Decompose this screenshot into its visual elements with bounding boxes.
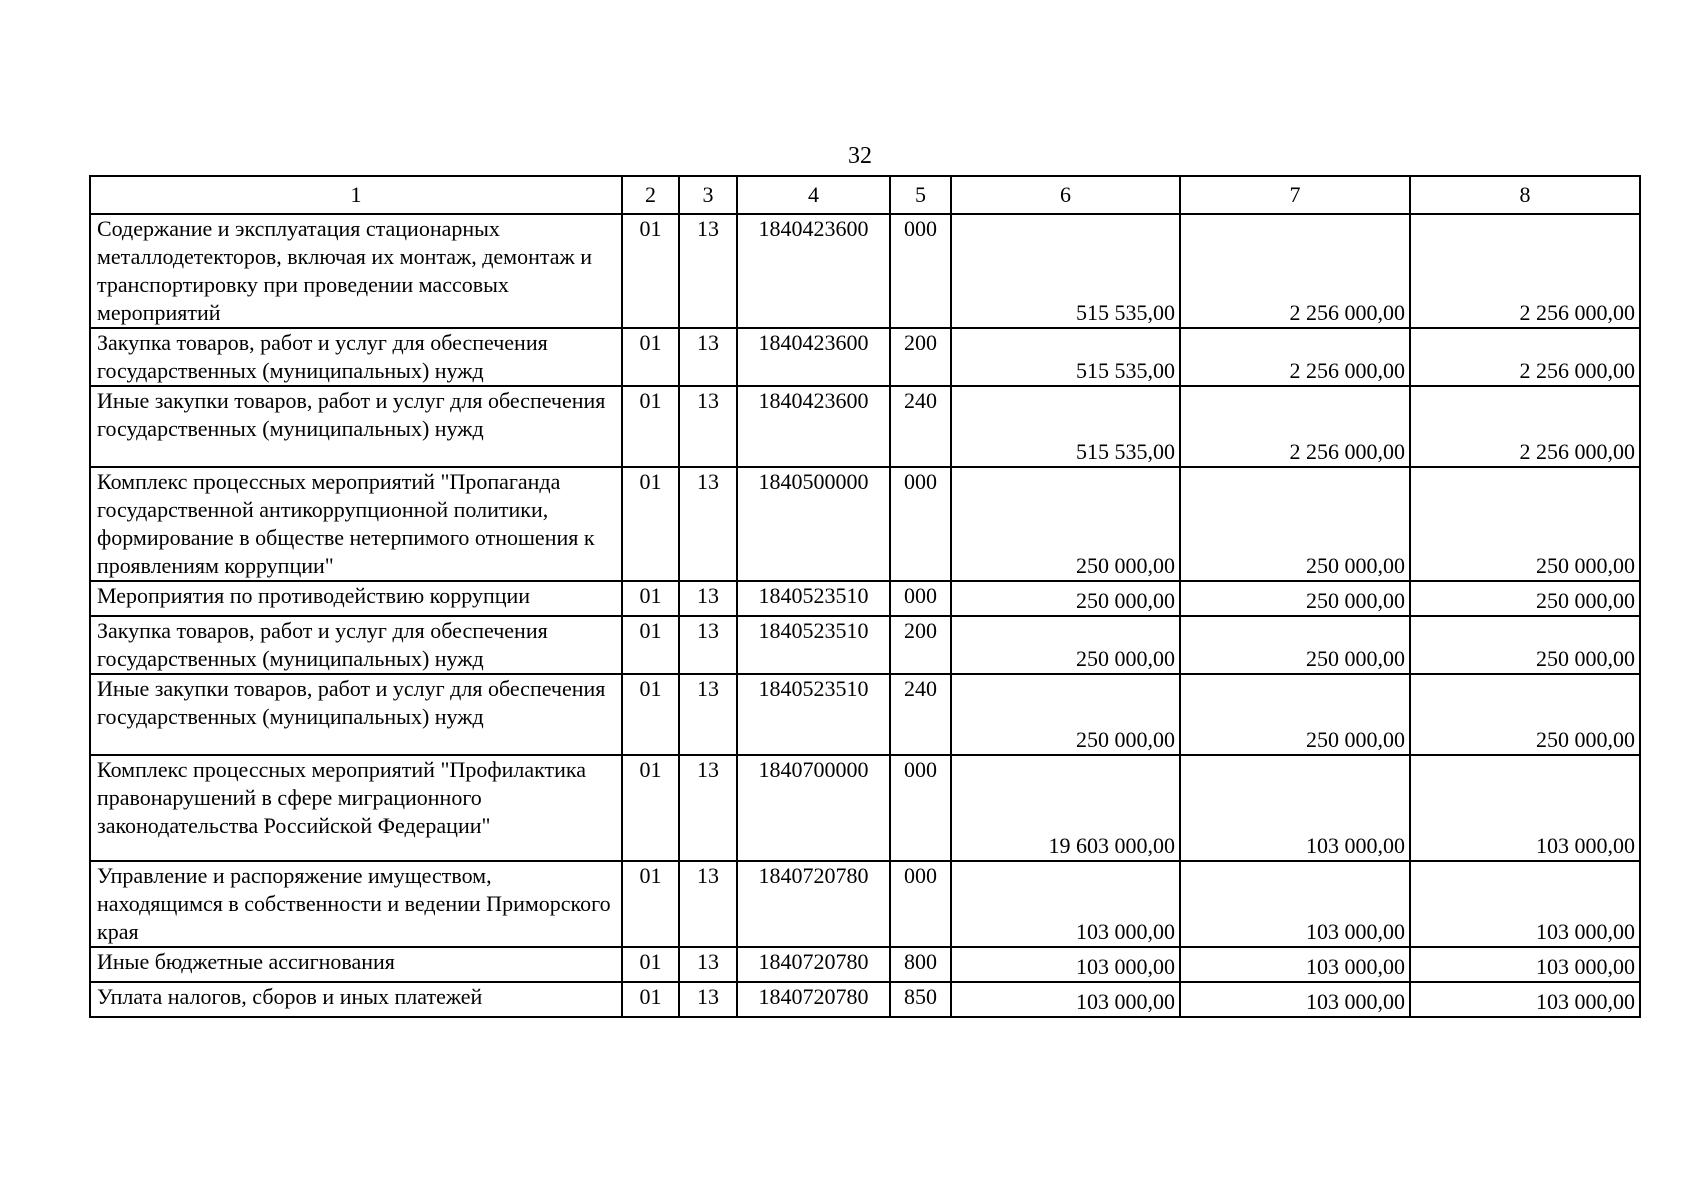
row-expense-type: 200 bbox=[890, 616, 951, 674]
row-amount-2: 103 000,00 bbox=[1180, 755, 1410, 861]
row-subsection: 13 bbox=[679, 755, 737, 861]
row-amount-2: 103 000,00 bbox=[1180, 982, 1410, 1017]
column-header: 4 bbox=[737, 176, 890, 214]
row-subsection: 13 bbox=[679, 328, 737, 386]
row-amount-1: 103 000,00 bbox=[951, 947, 1180, 982]
row-name: Содержание и эксплуатация стационарных металлодетекторов, включая их монтаж, демонтаж и транспортировку при проведении массовых мероприятий bbox=[90, 214, 622, 328]
row-amount-3: 2 256 000,00 bbox=[1410, 214, 1640, 328]
row-section: 01 bbox=[622, 467, 679, 581]
row-amount-1: 515 535,00 bbox=[951, 386, 1180, 467]
row-name: Комплекс процессных мероприятий "Пропаганда государственной антикоррупционной политики, формирование в обществе нетерпимого отношения к проявлениям коррупции" bbox=[90, 467, 622, 581]
table-row bbox=[90, 947, 1640, 982]
row-section: 01 bbox=[622, 674, 679, 755]
row-expense-type: 000 bbox=[890, 755, 951, 861]
page-number: 32 bbox=[848, 143, 872, 169]
column-header: 5 bbox=[890, 176, 951, 214]
row-name: Комплекс процессных мероприятий "Профилактика правонарушений в сфере миграционного законодательства Российской Федерации" bbox=[90, 755, 622, 861]
row-amount-1: 103 000,00 bbox=[951, 982, 1180, 1017]
row-target-code: 1840423600 bbox=[737, 386, 890, 467]
table-row bbox=[90, 674, 1640, 755]
row-section: 01 bbox=[622, 861, 679, 947]
row-amount-3: 250 000,00 bbox=[1410, 674, 1640, 755]
table-row bbox=[90, 214, 1640, 328]
row-section: 01 bbox=[622, 947, 679, 982]
row-subsection: 13 bbox=[679, 982, 737, 1017]
row-expense-type: 240 bbox=[890, 386, 951, 467]
row-section: 01 bbox=[622, 616, 679, 674]
table-body bbox=[90, 214, 1640, 1017]
row-target-code: 1840523510 bbox=[737, 616, 890, 674]
row-amount-2: 2 256 000,00 bbox=[1180, 328, 1410, 386]
row-name: Уплата налогов, сборов и иных платежей bbox=[90, 982, 622, 1017]
row-subsection: 13 bbox=[679, 616, 737, 674]
row-amount-2: 103 000,00 bbox=[1180, 947, 1410, 982]
row-section: 01 bbox=[622, 982, 679, 1017]
row-section: 01 bbox=[622, 581, 679, 616]
header-row bbox=[90, 176, 1640, 214]
row-name: Мероприятия по противодействию коррупции bbox=[90, 581, 622, 616]
row-subsection: 13 bbox=[679, 467, 737, 581]
table-row bbox=[90, 328, 1640, 386]
table-row bbox=[90, 386, 1640, 467]
row-subsection: 13 bbox=[679, 947, 737, 982]
row-name: Иные закупки товаров, работ и услуг для обеспечения государственных (муниципальных) нужд bbox=[90, 386, 622, 467]
table-row bbox=[90, 982, 1640, 1017]
row-name: Закупка товаров, работ и услуг для обеспечения государственных (муниципальных) нужд bbox=[90, 328, 622, 386]
row-expense-type: 800 bbox=[890, 947, 951, 982]
row-expense-type: 200 bbox=[890, 328, 951, 386]
row-amount-3: 103 000,00 bbox=[1410, 861, 1640, 947]
row-amount-1: 103 000,00 bbox=[951, 861, 1180, 947]
row-amount-3: 103 000,00 bbox=[1410, 755, 1640, 861]
row-amount-2: 250 000,00 bbox=[1180, 616, 1410, 674]
row-section: 01 bbox=[622, 386, 679, 467]
row-amount-2: 103 000,00 bbox=[1180, 861, 1410, 947]
row-target-code: 1840720780 bbox=[737, 982, 890, 1017]
row-amount-3: 2 256 000,00 bbox=[1410, 328, 1640, 386]
row-name: Закупка товаров, работ и услуг для обеспечения государственных (муниципальных) нужд bbox=[90, 616, 622, 674]
row-expense-type: 000 bbox=[890, 467, 951, 581]
row-amount-3: 103 000,00 bbox=[1410, 947, 1640, 982]
row-expense-type: 000 bbox=[890, 214, 951, 328]
row-expense-type: 000 bbox=[890, 581, 951, 616]
column-header: 7 bbox=[1180, 176, 1410, 214]
row-target-code: 1840423600 bbox=[737, 328, 890, 386]
row-target-code: 1840500000 bbox=[737, 467, 890, 581]
row-amount-1: 250 000,00 bbox=[951, 581, 1180, 616]
row-amount-2: 250 000,00 bbox=[1180, 467, 1410, 581]
row-amount-3: 250 000,00 bbox=[1410, 581, 1640, 616]
row-amount-3: 250 000,00 bbox=[1410, 467, 1640, 581]
row-target-code: 1840700000 bbox=[737, 755, 890, 861]
row-section: 01 bbox=[622, 328, 679, 386]
row-amount-2: 250 000,00 bbox=[1180, 674, 1410, 755]
row-subsection: 13 bbox=[679, 386, 737, 467]
column-header: 8 bbox=[1410, 176, 1640, 214]
row-name: Управление и распоряжение имуществом, находящимся в собственности и ведении Приморского края bbox=[90, 861, 622, 947]
table-row bbox=[90, 581, 1640, 616]
row-amount-2: 2 256 000,00 bbox=[1180, 214, 1410, 328]
row-target-code: 1840523510 bbox=[737, 581, 890, 616]
row-amount-3: 2 256 000,00 bbox=[1410, 386, 1640, 467]
row-section: 01 bbox=[622, 214, 679, 328]
row-amount-3: 103 000,00 bbox=[1410, 982, 1640, 1017]
row-expense-type: 240 bbox=[890, 674, 951, 755]
row-amount-2: 2 256 000,00 bbox=[1180, 386, 1410, 467]
row-section: 01 bbox=[622, 755, 679, 861]
row-expense-type: 000 bbox=[890, 861, 951, 947]
row-name: Иные закупки товаров, работ и услуг для обеспечения государственных (муниципальных) нужд bbox=[90, 674, 622, 755]
row-amount-2: 250 000,00 bbox=[1180, 581, 1410, 616]
row-amount-1: 250 000,00 bbox=[951, 674, 1180, 755]
row-amount-1: 250 000,00 bbox=[951, 616, 1180, 674]
row-subsection: 13 bbox=[679, 214, 737, 328]
row-expense-type: 850 bbox=[890, 982, 951, 1017]
table-row bbox=[90, 861, 1640, 947]
row-target-code: 1840720780 bbox=[737, 861, 890, 947]
row-amount-1: 19 603 000,00 bbox=[951, 755, 1180, 861]
row-amount-1: 250 000,00 bbox=[951, 467, 1180, 581]
row-subsection: 13 bbox=[679, 581, 737, 616]
column-header: 3 bbox=[679, 176, 737, 214]
row-target-code: 1840423600 bbox=[737, 214, 890, 328]
row-amount-1: 515 535,00 bbox=[951, 214, 1180, 328]
column-header: 1 bbox=[90, 176, 622, 214]
row-target-code: 1840720780 bbox=[737, 947, 890, 982]
row-subsection: 13 bbox=[679, 861, 737, 947]
table-row bbox=[90, 467, 1640, 581]
row-subsection: 13 bbox=[679, 674, 737, 755]
table-row bbox=[90, 616, 1640, 674]
column-header: 6 bbox=[951, 176, 1180, 214]
row-name: Иные бюджетные ассигнования bbox=[90, 947, 622, 982]
row-amount-3: 250 000,00 bbox=[1410, 616, 1640, 674]
row-amount-1: 515 535,00 bbox=[951, 328, 1180, 386]
budget-table bbox=[89, 175, 1641, 1018]
row-target-code: 1840523510 bbox=[737, 674, 890, 755]
column-header: 2 bbox=[622, 176, 679, 214]
table-row bbox=[90, 755, 1640, 861]
